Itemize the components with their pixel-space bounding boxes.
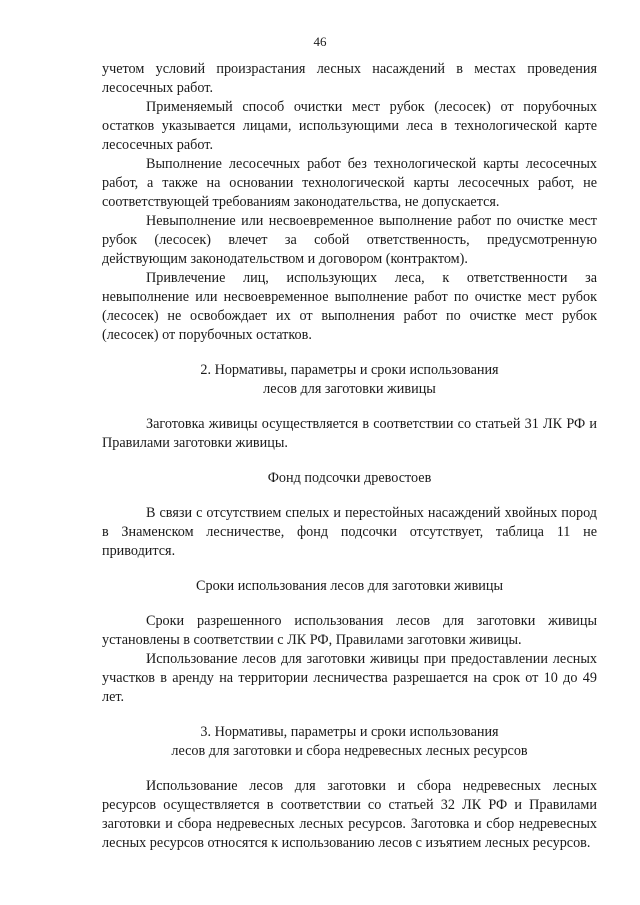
section-3-heading (102, 723, 597, 761)
section-2-heading-line-1: 2. Нормативы, параметры и сроки использования (200, 362, 499, 378)
paragraph-no-tech-map: Выполнение лесосечных работ без технологической карты лесосечных работ, а также на основании технологической карты лесосечных работ, не соответствующей требованиям законодательства, не допускается. (102, 156, 597, 210)
fund-heading: Фонд подсочки древостоев (267, 470, 432, 486)
section-3-heading-line-1: 3. Нормативы, параметры и сроки использования (200, 724, 499, 740)
section-2-heading (102, 361, 597, 399)
document-body (102, 60, 597, 853)
paragraph-terms-1: Сроки разрешенного использования лесов для заготовки живицы установлены в соответствии с ЛК РФ, Правилами заготовки живицы. (102, 613, 597, 648)
paragraph-terms-2: Использование лесов для заготовки живицы при предоставлении лесных участков в аренду на территории лесничества разрешается на срок от 10 до 49 лет. (102, 651, 597, 705)
terms-heading: Сроки использования лесов для заготовки живицы (196, 578, 503, 594)
paragraph-non-timber: Использование лесов для заготовки и сбора недревесных лесных ресурсов осуществляется в соответствии со статьей 32 ЛК РФ и Правилами заготовки и сбора недревесных лесных ресурсов. Заготовка и сбор недревесных лесных ресурсов относятся к использованию лесов с изъятием лесных ресурсов. (102, 778, 597, 851)
paragraph-continuation: учетом условий произрастания лесных насаждений в местах проведения лесосечных работ. (102, 61, 597, 96)
section-2-heading-line-2: лесов для заготовки живицы (263, 381, 436, 397)
paragraph-resin-harvest: Заготовка живицы осуществляется в соответствии со статьей 31 ЛК РФ и Правилами заготовки живицы. (102, 416, 597, 451)
paragraph-liability-not-release: Привлечение лиц, использующих леса, к ответственности за невыполнение или несвоевременное выполнение работ по очистке мест рубок (лесосек) не освобождает их от выполнения работ по очистке мест рубок (лесосек) от порубочных остатков. (102, 270, 597, 343)
paragraph-cleaning-method: Применяемый способ очистки мест рубок (лесосек) от порубочных остатков указывается лицами, использующими леса в технологической карте лесосечных работ. (102, 99, 597, 153)
paragraph-liability: Невыполнение или несвоевременное выполнение работ по очистке мест рубок (лесосек) влечет за собой ответственность, предусмотренную действующим законодательством и договором (контрактом). (102, 213, 597, 267)
section-3-heading-line-2: лесов для заготовки и сбора недревесных лесных ресурсов (171, 743, 528, 759)
paragraph-fund: В связи с отсутствием спелых и перестойных насаждений хвойных пород в Знаменском лесничестве, фонд подсочки отсутствует, таблица 11 не приводится. (102, 505, 597, 559)
page-number: 46 (313, 34, 327, 49)
